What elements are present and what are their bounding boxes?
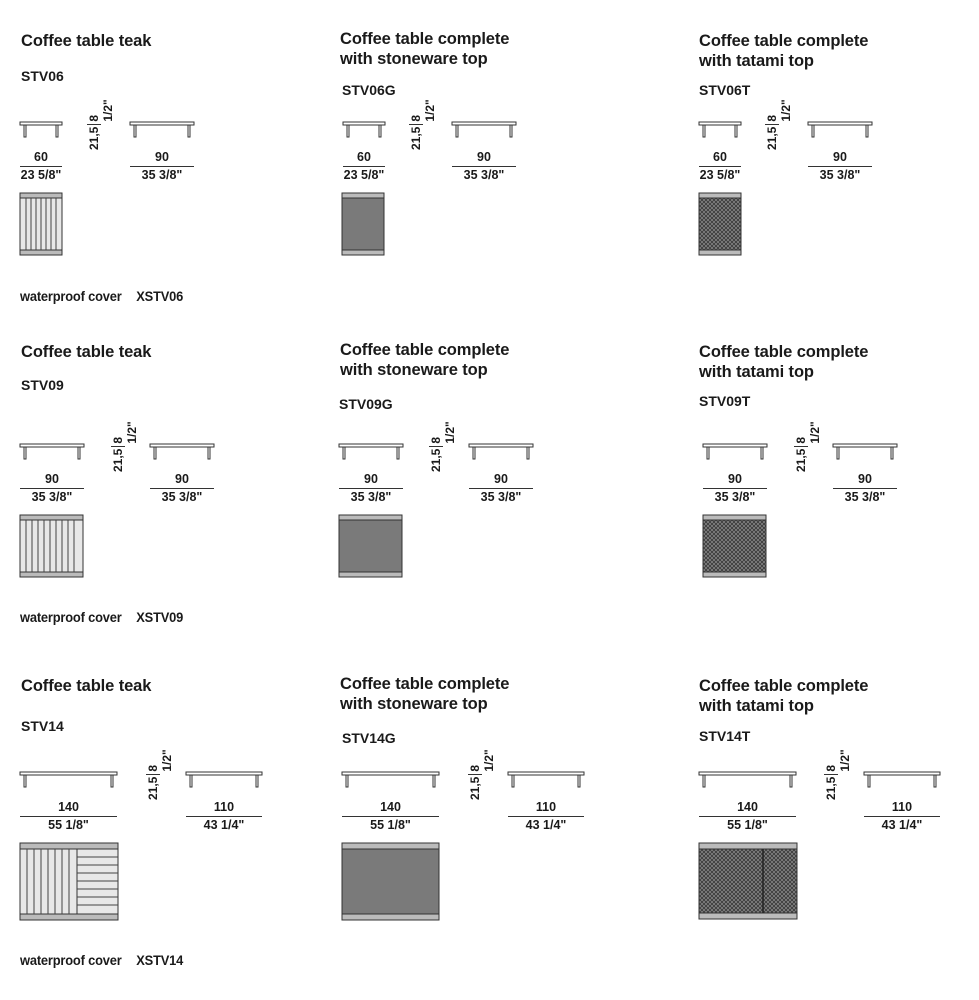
table-elevation-front [20,444,84,462]
depth-dimension: 90 35 3/8" [469,472,533,505]
tatami-plan-view [699,843,797,919]
product-title: Coffee table complete with stoneware top [340,341,510,379]
width-dimension: 60 23 5/8" [343,150,385,182]
table-elevation-front [343,122,385,140]
table-elevation-side [808,122,872,140]
table-elevation-front [339,444,403,462]
height-dimension: 21,5 8 1/2" [111,421,139,472]
width-dimension: 140 55 1/8" [699,800,796,833]
product-code: STV06T [699,82,751,98]
product-code: STV06 [21,68,64,84]
table-elevation-front [699,122,741,140]
depth-dimension: 90 35 3/8" [833,472,897,505]
depth-dimension: 110 43 1/4" [508,800,584,833]
table-elevation-side [186,772,262,790]
height-dimension: 21,5 8 1/2" [146,749,174,800]
height-dimension: 21,5 8 1/2" [409,99,437,150]
product-code: STV09T [699,393,751,409]
table-elevation-front [20,122,62,140]
tatami-plan-view [703,515,766,577]
table-elevation-side [469,444,533,462]
table-elevation-side [452,122,516,140]
table-elevation-side [130,122,194,140]
height-dimension: 21,5 8 1/2" [429,421,457,472]
width-dimension: 140 55 1/8" [20,800,117,833]
height-dimension: 21,5 8 1/2" [794,421,822,472]
product-code: STV14 [21,718,64,734]
depth-dimension: 110 43 1/4" [186,800,262,833]
table-elevation-side [864,772,940,790]
table-elevation-side [508,772,584,790]
width-dimension: 60 23 5/8" [20,150,62,182]
teak-plan-view [20,515,83,577]
product-title: Coffee table complete with tatami top [699,677,869,715]
product-title: Coffee table complete with stoneware top [340,30,510,68]
table-elevation-front [342,772,439,790]
product-title: Coffee table complete with stoneware top [340,675,510,713]
teak-plan-view [20,843,118,920]
table-elevation-front [703,444,767,462]
product-title: Coffee table teak [21,677,152,695]
height-dimension: 21,5 8 1/2" [87,99,115,150]
product-title: Coffee table teak [21,343,152,361]
tatami-plan-view [699,193,741,255]
product-code: STV14G [342,730,396,746]
width-dimension: 60 23 5/8" [699,150,741,182]
table-elevation-front [20,772,117,790]
waterproof-cover-note: waterproof cover XSTV14 [20,952,184,968]
product-code: STV09 [21,377,64,393]
depth-dimension: 90 35 3/8" [130,150,194,183]
width-dimension: 90 35 3/8" [339,472,403,505]
waterproof-cover-note: waterproof cover XSTV06 [20,288,184,304]
product-title: Coffee table complete with tatami top [699,343,869,381]
depth-dimension: 90 35 3/8" [452,150,516,183]
stoneware-plan-view [342,843,439,920]
waterproof-cover-note: waterproof cover XSTV09 [20,609,184,625]
stoneware-plan-view [342,193,384,255]
product-code: STV09G [339,396,393,412]
product-title: Coffee table teak [21,32,152,50]
width-dimension: 90 35 3/8" [703,472,767,505]
table-elevation-side [833,444,897,462]
depth-dimension: 90 35 3/8" [808,150,872,183]
depth-dimension: 90 35 3/8" [150,472,214,505]
width-dimension: 90 35 3/8" [20,472,84,505]
width-dimension: 140 55 1/8" [342,800,439,833]
product-title: Coffee table complete with tatami top [699,32,869,70]
height-dimension: 21,5 8 1/2" [765,99,793,150]
stoneware-plan-view [339,515,402,577]
height-dimension: 21,5 8 1/2" [468,749,496,800]
table-elevation-side [150,444,214,462]
product-code: STV06G [342,82,396,98]
teak-plan-view [20,193,62,255]
height-dimension: 21,5 8 1/2" [824,749,852,800]
product-code: STV14T [699,728,751,744]
table-elevation-front [699,772,796,790]
depth-dimension: 110 43 1/4" [864,800,940,833]
